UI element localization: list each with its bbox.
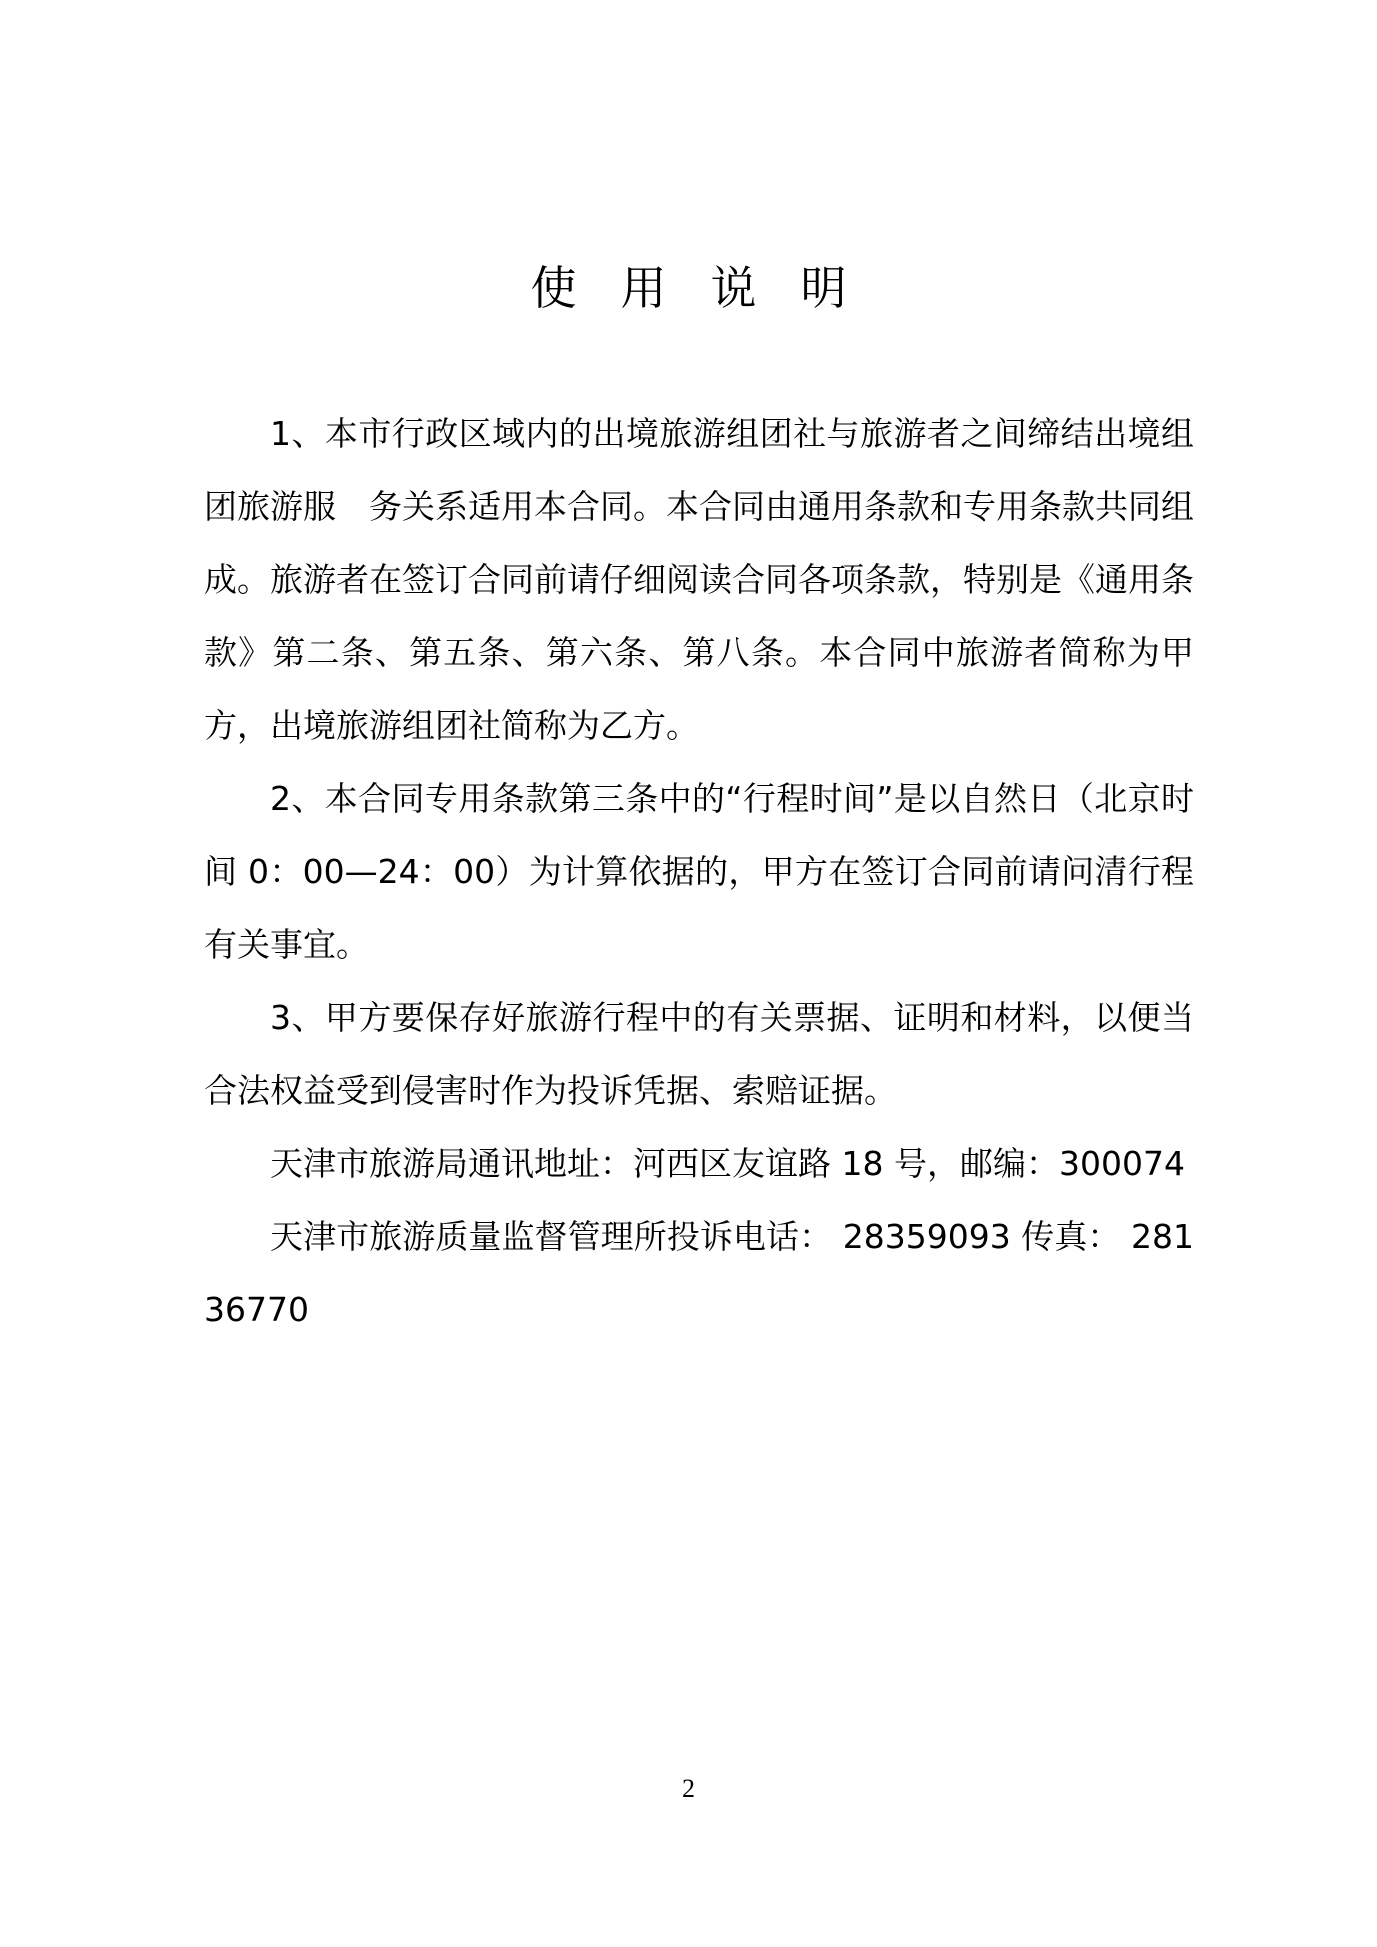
paragraph-1: 1、本市行政区域内的出境旅游组团社与旅游者之间缔结出境组团旅游服 务关系适用本合同。本合同由通用条款和专用条款共同组成。旅游者在签订合同前请仔细阅读合同各项条款，特别是《通用条款》第二条、第五条、第六条、第八条。本合同中旅游者简称为甲方，出境旅游组团社简称为乙方。 — [204, 414, 1194, 745]
address-line: 天津市旅游局通讯地址：河西区友谊路 18 号，邮编：300074 — [270, 1144, 1185, 1183]
paragraph-3: 3、甲方要保存好旅游行程中的有关票据、证明和材料，以便当合法权益受到侵害时作为投诉凭据、索赔证据。 — [204, 998, 1194, 1110]
document-body — [204, 397, 1194, 1346]
page-number: 2 — [682, 1774, 695, 1803]
paragraph-2: 2、本合同专用条款第三条中的“行程时间”是以自然日（北京时间 0：00—24：00）为计算依据的，甲方在签订合同前请问清行程有关事宜。 — [204, 779, 1194, 964]
contact-line: 天津市旅游质量监督管理所投诉电话： 28359093 传真： 28136770 — [204, 1217, 1194, 1329]
page-title: 使用说明 — [530, 261, 891, 315]
